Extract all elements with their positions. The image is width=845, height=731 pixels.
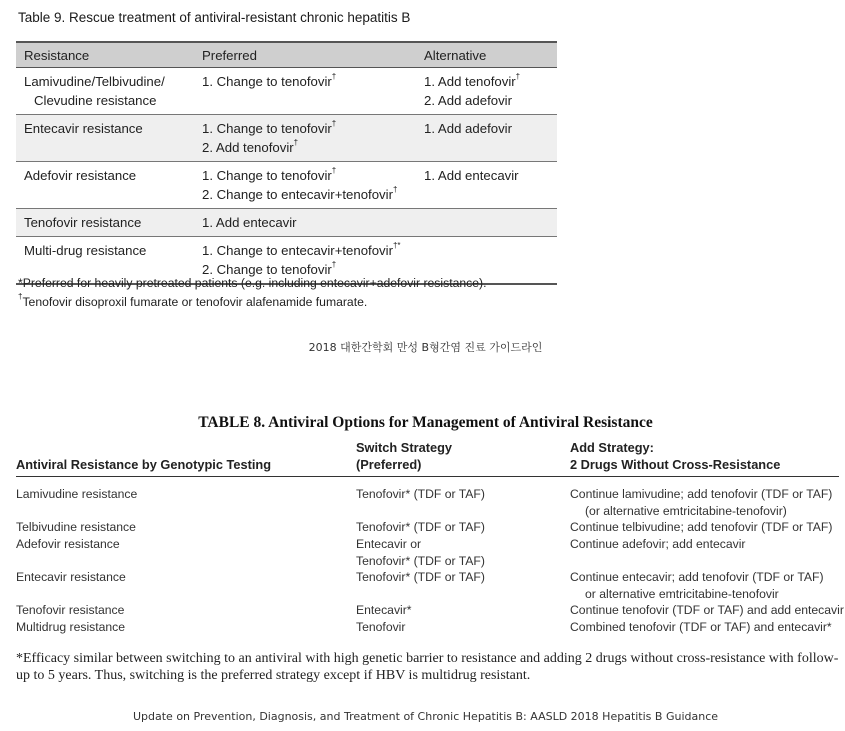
caption-aasld-guideline: Update on Prevention, Diagnosis, and Treatment of Chronic Hepatitis B: AASLD 2018 Hepatitis B Guidance	[132, 710, 719, 723]
table8-cell-resistance: Entecavir resistance	[16, 570, 126, 584]
table9-cell-alternative	[416, 209, 557, 237]
table8-cell-resistance: Telbivudine resistance	[16, 520, 136, 534]
table9-cell-preferred: 1. Change to tenofovir† 2. Change to entecavir+tenofovir†	[194, 162, 416, 209]
table8-cell-add: Continue tenofovir (TDF or TAF) and add entecavir	[570, 603, 844, 617]
table8-cell-add: Continue telbivudine; add tenofovir (TDF or TAF)	[570, 520, 833, 534]
table9-cell-preferred: 1. Add entecavir	[194, 209, 416, 237]
table8-row	[16, 619, 845, 636]
table9-cell-resistance: Multi-drug resistance	[16, 237, 194, 285]
table9-cell-resistance: Tenofovir resistance	[16, 209, 194, 237]
table9-cell-resistance: Lamivudine/Telbivudine/ Clevudine resistance	[16, 68, 194, 115]
table8-cell-add: Combined tenofovir (TDF or TAF) and entecavir*	[570, 620, 832, 634]
table9	[16, 41, 557, 285]
table8-row	[16, 519, 845, 536]
table9-cell-preferred: 1. Change to tenofovir† 2. Add tenofovir†	[194, 115, 416, 162]
table9-row	[16, 68, 557, 115]
table8-header-switch: Switch Strategy (Preferred)	[356, 440, 453, 472]
table8-cell-resistance: Lamivudine resistance	[16, 487, 138, 501]
table9-cell-alternative: 1. Add adefovir	[416, 115, 557, 162]
table9-cell-preferred: 1. Change to tenofovir†	[194, 68, 416, 115]
table8-cell-switch: Tenofovir* (TDF or TAF)	[356, 487, 485, 501]
caption-korean-guideline: 2018 대한간학회 만성 B형간염 진료 가이드라인	[308, 341, 543, 354]
table8-title: TABLE 8. Antiviral Options for Management of Antiviral Resistance	[198, 414, 653, 431]
table8-cell-resistance: Tenofovir resistance	[16, 603, 125, 617]
table8-cell-switch: Tenofovir* (TDF or TAF)	[356, 520, 485, 534]
table9-row	[16, 162, 557, 209]
table8-row	[16, 602, 845, 619]
table9-footnotes	[18, 274, 486, 312]
table8-header-resistance: Antiviral Resistance by Genotypic Testing	[16, 457, 272, 472]
table9-cell-resistance: Adefovir resistance	[16, 162, 194, 209]
table8-row	[16, 569, 845, 602]
table9-header-alternative: Alternative	[416, 42, 557, 68]
table9-cell-preferred: 1. Change to entecavir+tenofovir†* 2. Change to tenofovir†	[194, 237, 416, 285]
table8-footnote: *Efficacy similar between switching to an antiviral with high genetic barrier to resistance and adding 2 drugs without cross-resistance with follow-up to 5 years. Thus, switching is the preferred strategy except if HBV is multidrug resistant.	[16, 651, 839, 683]
table9-header-row	[16, 42, 557, 68]
table9-row	[16, 209, 557, 237]
table8-cell-switch: Entecavir or Tenofovir* (TDF or TAF)	[356, 537, 485, 568]
table8-cell-resistance: Adefovir resistance	[16, 537, 120, 551]
table8-cell-switch: Entecavir*	[356, 603, 412, 617]
table8-cell-add: Continue adefovir; add entecavir	[570, 537, 746, 551]
table8-header-rule	[16, 476, 839, 477]
table9-header-preferred: Preferred	[194, 42, 416, 68]
table8-row	[16, 536, 845, 569]
table8-row	[16, 486, 845, 519]
table8-cell-resistance: Multidrug resistance	[16, 620, 126, 634]
table8-header-add: Add Strategy: 2 Drugs Without Cross-Resistance	[570, 440, 781, 472]
table9-body	[16, 68, 557, 285]
table9-title: Table 9. Rescue treatment of antiviral-resistant chronic hepatitis B	[18, 10, 411, 25]
table8-cell-add: Continue entecavir; add tenofovir (TDF or TAF) or alternative emtricitabine-tenofovir	[570, 570, 824, 601]
table8-cell-switch: Tenofovir	[356, 620, 406, 634]
table9-cell-alternative: 1. Add tenofovir† 2. Add adefovir	[416, 68, 557, 115]
table9-footnote-1: *Preferred for heavily pretreated patients (e.g. including entecavir+adefovir resistance).	[18, 276, 487, 290]
table9-cell-alternative: 1. Add entecavir	[416, 162, 557, 209]
table8-cell-switch: Tenofovir* (TDF or TAF)	[356, 570, 485, 584]
table9-footnote-2: †Tenofovir disoproxil fumarate or tenofovir alafenamide fumarate.	[18, 292, 368, 309]
table9-cell-resistance: Entecavir resistance	[16, 115, 194, 162]
table9-header-resistance: Resistance	[16, 42, 194, 68]
table8-body	[16, 486, 845, 636]
table8-cell-add: Continue lamivudine; add tenofovir (TDF or TAF) (or alternative emtricitabine-tenofovir)	[570, 487, 833, 518]
table9-row	[16, 115, 557, 162]
